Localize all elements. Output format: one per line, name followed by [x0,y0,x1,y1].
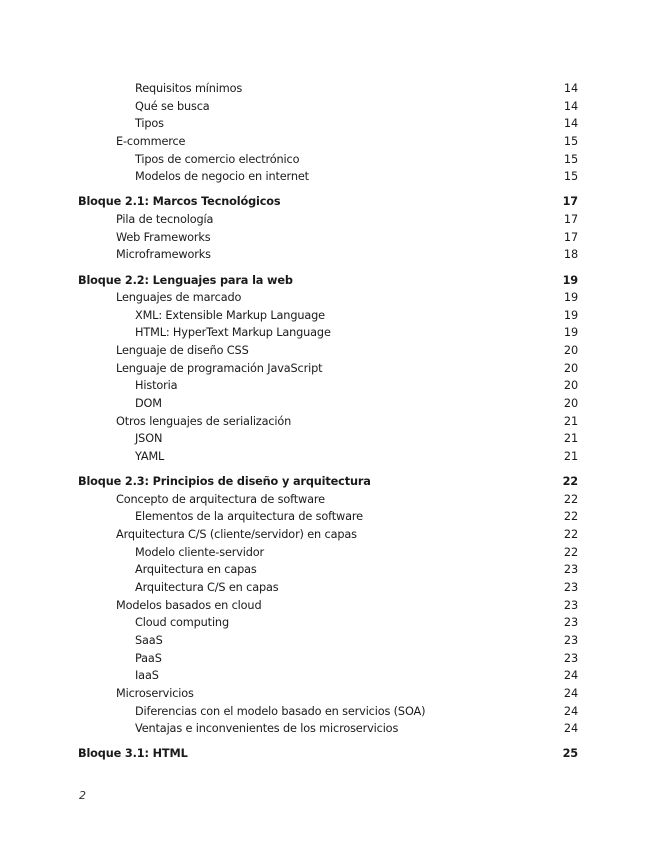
toc-entry[interactable] [0,228,578,246]
toc-entry[interactable] [0,376,578,394]
toc-entry-label: Otros lenguajes de serialización [116,414,292,428]
toc-entry[interactable] [0,429,578,447]
toc-entry-page: 21 [563,449,578,463]
toc-entry[interactable] [0,684,578,702]
toc-entry-label: XML: Extensible Markup Language [135,308,325,322]
toc-entry-page: 23 [563,580,578,594]
toc-entry-label: Arquitectura C/S en capas [135,580,279,594]
toc-entry[interactable] [0,114,578,132]
toc-entry-page: 23 [563,598,578,612]
toc-entry-page: 25 [562,746,578,760]
toc-entry-page: 20 [563,361,578,375]
toc-entry-label: Ventajas e inconvenientes de los microservicios [135,721,399,735]
toc-entry-label: SaaS [135,633,163,647]
toc-entry-label: Tipos [135,116,164,130]
toc-entry-label: Historia [135,378,178,392]
toc-entry-label: Pila de tecnología [116,212,214,226]
toc-entry-label: Arquitectura en capas [135,562,257,576]
toc-section-heading[interactable] [0,271,578,289]
toc-entry-page: 21 [563,431,578,445]
toc-entry-page: 24 [563,686,578,700]
toc-entry[interactable] [0,167,578,185]
toc-entry-page: 24 [563,704,578,718]
toc-entry-page: 20 [563,378,578,392]
toc-section-heading[interactable] [0,472,578,490]
toc-entry[interactable] [0,649,578,667]
toc-entry-page: 22 [562,474,578,488]
toc-entry-label: Web Frameworks [116,230,211,244]
toc-entry[interactable] [0,447,578,465]
toc-entry-label: IaaS [135,668,159,682]
toc-entry-label: Cloud computing [135,615,229,629]
toc-entry-label: Modelos de negocio en internet [135,169,309,183]
toc-entry-label: Tipos de comercio electrónico [135,152,300,166]
toc-entry-page: 22 [563,527,578,541]
toc-entry-label: Modelos basados en cloud [116,598,262,612]
toc-entry-label: Elementos de la arquitectura de software [135,509,363,523]
toc-entry[interactable] [0,210,578,228]
toc-entry-label: Diferencias con el modelo basado en servicios (SOA) [135,704,426,718]
toc-entry-page: 17 [562,194,578,208]
toc-entry-page: 21 [563,414,578,428]
toc-entry-label: Lenguajes de marcado [116,290,242,304]
toc-entry-label: Requisitos mínimos [135,81,243,95]
toc-entry-label: Bloque 2.2: Lenguajes para la web [78,273,293,287]
toc-entry-page: 23 [563,562,578,576]
toc-entry[interactable] [0,631,578,649]
toc-entry-label: Bloque 2.1: Marcos Tecnológicos [78,194,281,208]
toc-entry-label: E-commerce [116,134,186,148]
toc-entry[interactable] [0,666,578,684]
toc-entry-page: 14 [563,81,578,95]
toc-entry[interactable] [0,394,578,412]
toc-entry[interactable] [0,702,578,720]
toc-entry-page: 14 [563,116,578,130]
toc-section-heading[interactable] [0,192,578,210]
toc-entry[interactable] [0,412,578,430]
toc-entry[interactable] [0,560,578,578]
toc-entry[interactable] [0,525,578,543]
toc-entry-label: JSON [135,431,163,445]
toc-entry-page: 19 [563,308,578,322]
toc-entry-label: Arquitectura C/S (cliente/servidor) en capas [116,527,357,541]
toc-entry-label: Lenguaje de diseño CSS [116,343,249,357]
toc-section-heading[interactable] [0,744,578,762]
toc-entry-page: 24 [563,668,578,682]
toc-entry-page: 23 [563,633,578,647]
toc-entry-page: 23 [563,615,578,629]
toc-entry-page: 22 [563,492,578,506]
toc-entry[interactable] [0,490,578,508]
toc-entry[interactable] [0,245,578,263]
toc-entry-page: 17 [563,212,578,226]
toc-entry[interactable] [0,97,578,115]
toc-entry-page: 24 [563,721,578,735]
toc-entry[interactable] [0,578,578,596]
toc-entry-label: Concepto de arquitectura de software [116,492,325,506]
toc-entry-label: Bloque 2.3: Principios de diseño y arquitectura [78,474,371,488]
toc-entry-page: 19 [562,273,578,287]
toc-entry[interactable] [0,359,578,377]
toc-entry[interactable] [0,150,578,168]
toc-entry-label: HTML: HyperText Markup Language [135,325,331,339]
toc-entry-page: 15 [563,169,578,183]
toc-entry-label: Modelo cliente-servidor [135,545,265,559]
toc-entry-page: 15 [563,152,578,166]
toc-entry-label: Microframeworks [116,247,211,261]
toc-entry-page: 15 [563,134,578,148]
toc-entry-label: DOM [135,396,162,410]
toc-entry[interactable] [0,79,578,97]
toc-entry[interactable] [0,132,578,150]
toc-entry-label: Bloque 3.1: HTML [78,746,188,760]
toc-entry-label: PaaS [135,651,162,665]
toc-entry-page: 20 [563,396,578,410]
toc-entry[interactable] [0,613,578,631]
toc-entry-label: Qué se busca [135,99,210,113]
toc-entry-page: 17 [563,230,578,244]
toc-entry-page: 14 [563,99,578,113]
toc-entry[interactable] [0,323,578,341]
toc-entry-label: Microservicios [116,686,194,700]
toc-entry-page: 23 [563,651,578,665]
page-number: 2 [79,789,86,802]
toc-entry-page: 19 [563,325,578,339]
toc-entry-page: 22 [563,545,578,559]
toc-entry-label: YAML [135,449,165,463]
toc-entry[interactable] [0,288,578,306]
toc-entry[interactable] [0,341,578,359]
toc-entry-page: 18 [563,247,578,261]
toc-entry[interactable] [0,543,578,561]
toc-entry-label: Lenguaje de programación JavaScript [116,361,323,375]
toc-entry[interactable] [0,719,578,737]
toc-entry[interactable] [0,306,578,324]
toc-entry-page: 19 [563,290,578,304]
toc-entry-page: 22 [563,509,578,523]
toc-entry[interactable] [0,507,578,525]
toc-entry[interactable] [0,596,578,614]
toc-entry-page: 20 [563,343,578,357]
